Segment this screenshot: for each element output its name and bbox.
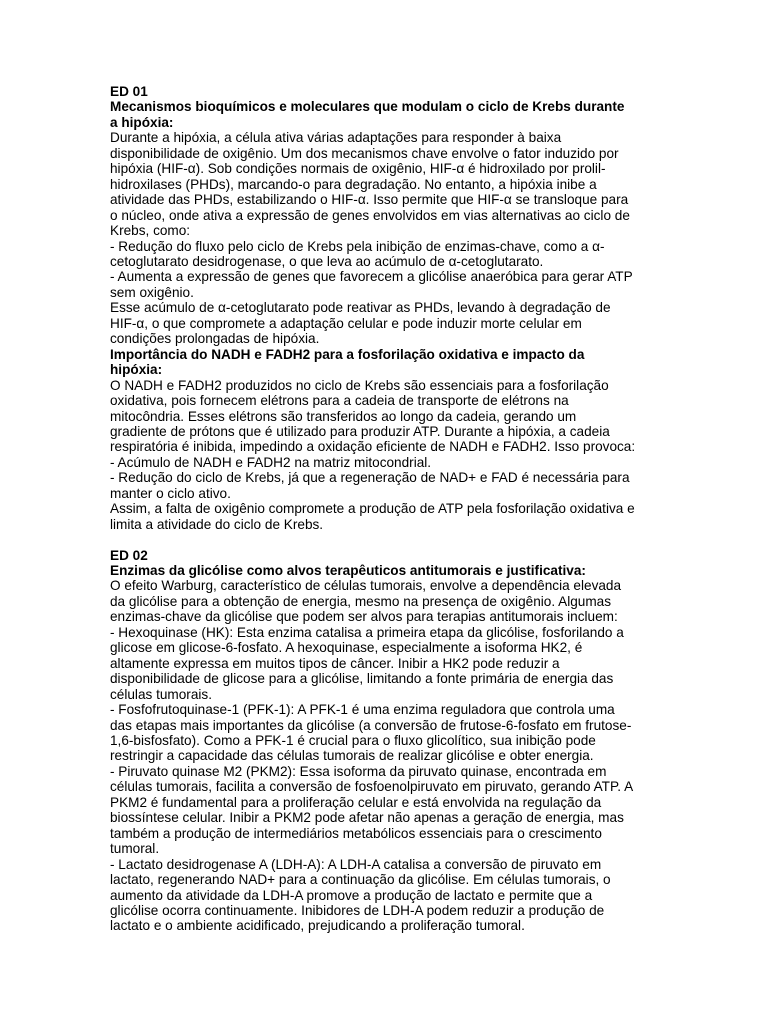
- text-line: manter o ciclo ativo.: [110, 485, 231, 501]
- text-line: o núcleo, onde ativa a expressão de genes envolvidos em vias alternativas ao ciclo de: [110, 207, 630, 223]
- text-line: enzimas-chave da glicólise que podem ser alvos para terapias antitumorais incluem:: [110, 609, 618, 625]
- text-line: cetoglutarato desidrogenase, o que leva ao acúmulo de α-cetoglutarato.: [110, 253, 544, 269]
- text-line: - Aumenta a expressão de genes que favorecem a glicólise anaeróbica para gerar ATP: [110, 269, 633, 285]
- text-line: Durante a hipóxia, a célula ativa várias adaptações para responder à baixa: [110, 130, 562, 146]
- text-line: da glicólise para a obtenção de energia, mesmo na presença de oxigênio. Algumas: [110, 593, 612, 609]
- text-line: gradiente de prótons que é utilizado para produzir ATP. Durante a hipóxia, a cadeia: [110, 423, 610, 439]
- text-line: mitocôndria. Esses elétrons são transferidos ao longo da cadeia, gerando um: [110, 408, 577, 424]
- text-line: oxidativa, pois fornecem elétrons para a cadeia de transporte de elétrons na: [110, 393, 569, 409]
- text-line: - Redução do ciclo de Krebs, já que a regeneração de NAD+ e FAD é necessária para: [110, 470, 630, 486]
- text-line: glicose em glicose-6-fosfato. A hexoquinase, especialmente a isoforma HK2, é: [110, 640, 583, 656]
- text-line: condições prolongadas de hipóxia.: [110, 331, 320, 347]
- text-line: lactato, regenerando NAD+ para a continuação da glicólise. Em células tumorais, o: [110, 872, 611, 888]
- text-line: hipóxia (HIF-α). Sob condições normais de oxigênio, HIF-α é hidroxilado por prolil-: [110, 161, 606, 177]
- text-line: atividade das PHDs, estabilizando o HIF-α. Isso permite que HIF-α se transloque para: [110, 192, 629, 208]
- text-line: tumoral.: [110, 841, 160, 857]
- text-line: restringir a capacidade das células tumorais de realizar glicólise e obter energia.: [110, 748, 594, 764]
- text-line: sem oxigênio.: [110, 284, 194, 300]
- text-line: células tumorais.: [110, 686, 212, 702]
- text-line: aumento da atividade da LDH-A promove a produção de lactato e permite que a: [110, 887, 593, 903]
- text-line: - Lactato desidrogenase A (LDH-A): A LDH-A catalisa a conversão de piruvato em: [110, 856, 602, 872]
- text-line: - Acúmulo de NADH e FADH2 na matriz mitocondrial.: [110, 454, 432, 470]
- text-line: disponibilidade de oxigênio. Um dos mecanismos chave envolve o fator induzido por: [110, 145, 619, 161]
- text-line: - Redução do fluxo pelo ciclo de Krebs pela inibição de enzimas-chave, como a α-: [110, 238, 605, 254]
- heading-line: Enzimas da glicólise como alvos terapêuticos antitumorais e justificativa:: [110, 563, 586, 579]
- text-line: - Fosfofrutoquinase-1 (PFK-1): A PFK-1 é uma enzima reguladora que controla uma: [110, 702, 615, 718]
- text-line: Krebs, como:: [110, 223, 191, 239]
- heading-line: a hipóxia:: [110, 114, 174, 130]
- text-line: glicólise ocorra continuamente. Inibidores de LDH-A podem reduzir a produção de: [110, 903, 605, 918]
- text-line: - Piruvato quinase M2 (PKM2): Essa isoforma da piruvato quinase, encontrada em: [110, 763, 607, 779]
- section-2: [110, 548, 660, 934]
- section-gap: [110, 532, 660, 547]
- text-line: biossíntese celular. Inibir a PKM2 pode afetar não apenas a geração de energia, mas: [110, 810, 624, 826]
- heading-line: Mecanismos bioquímicos e moleculares que modulam o ciclo de Krebs durante: [110, 99, 625, 115]
- text-line: respiratória é inibida, impedindo a oxidação eficiente de NADH e FADH2. Isso provoca:: [110, 439, 636, 455]
- text-line: HIF-α, o que compromete a adaptação celular e pode induzir morte celular em: [110, 315, 582, 331]
- text-line: hidroxilases (PHDs), marcando-o para degradação. No entanto, a hipóxia inibe a: [110, 176, 597, 192]
- text-line: 1,6-bisfosfato). Como a PFK-1 é crucial para o fluxo glicolítico, sua inibição pode: [110, 733, 596, 749]
- text-line: PKM2 é fundamental para a proliferação celular e está envolvida na regulação da: [110, 794, 602, 810]
- text-line: O NADH e FADH2 produzidos no ciclo de Krebs são essenciais para a fosforilação: [110, 377, 609, 393]
- text-line: células tumorais, facilita a conversão de fosfoenolpiruvato em piruvato, gerando ATP. A: [110, 779, 634, 795]
- text-line: altamente expressa em muitos tipos de câncer. Inibir a HK2 pode reduzir a: [110, 655, 560, 671]
- text-line: O efeito Warburg, característico de células tumorais, envolve a dependência elevada: [110, 578, 622, 594]
- heading-line: ED 02: [110, 547, 148, 563]
- text-line: das etapas mais importantes da glicólise (a conversão de frutose-6-fosfato em frutose-: [110, 717, 632, 733]
- heading-line: hipóxia:: [110, 362, 163, 378]
- text-line: - Hexoquinase (HK): Esta enzima catalisa a primeira etapa da glicólise, fosforilando a: [110, 624, 624, 640]
- heading-line: Importância do NADH e FADH2 para a fosforilação oxidativa e impacto da: [110, 346, 585, 362]
- document-page: [110, 84, 660, 934]
- text-line: Esse acúmulo de α-cetoglutarato pode reativar as PHDs, levando à degradação de: [110, 300, 611, 316]
- text-line: lactato e o ambiente acidificado, prejudicando a proliferação tumoral.: [110, 918, 525, 934]
- text-line: também a produção de intermediários metabólicos essenciais para o crescimento: [110, 825, 602, 841]
- text-line: Assim, a falta de oxigênio compromete a produção de ATP pela fosforilação oxidativa e: [110, 501, 635, 517]
- text-line: disponibilidade de glicose para a glicólise, limitando a fonte primária de energia das: [110, 671, 614, 687]
- section-1: [110, 84, 660, 532]
- text-line: limita a atividade do ciclo de Krebs.: [110, 516, 324, 532]
- heading-line: ED 01: [110, 84, 148, 99]
